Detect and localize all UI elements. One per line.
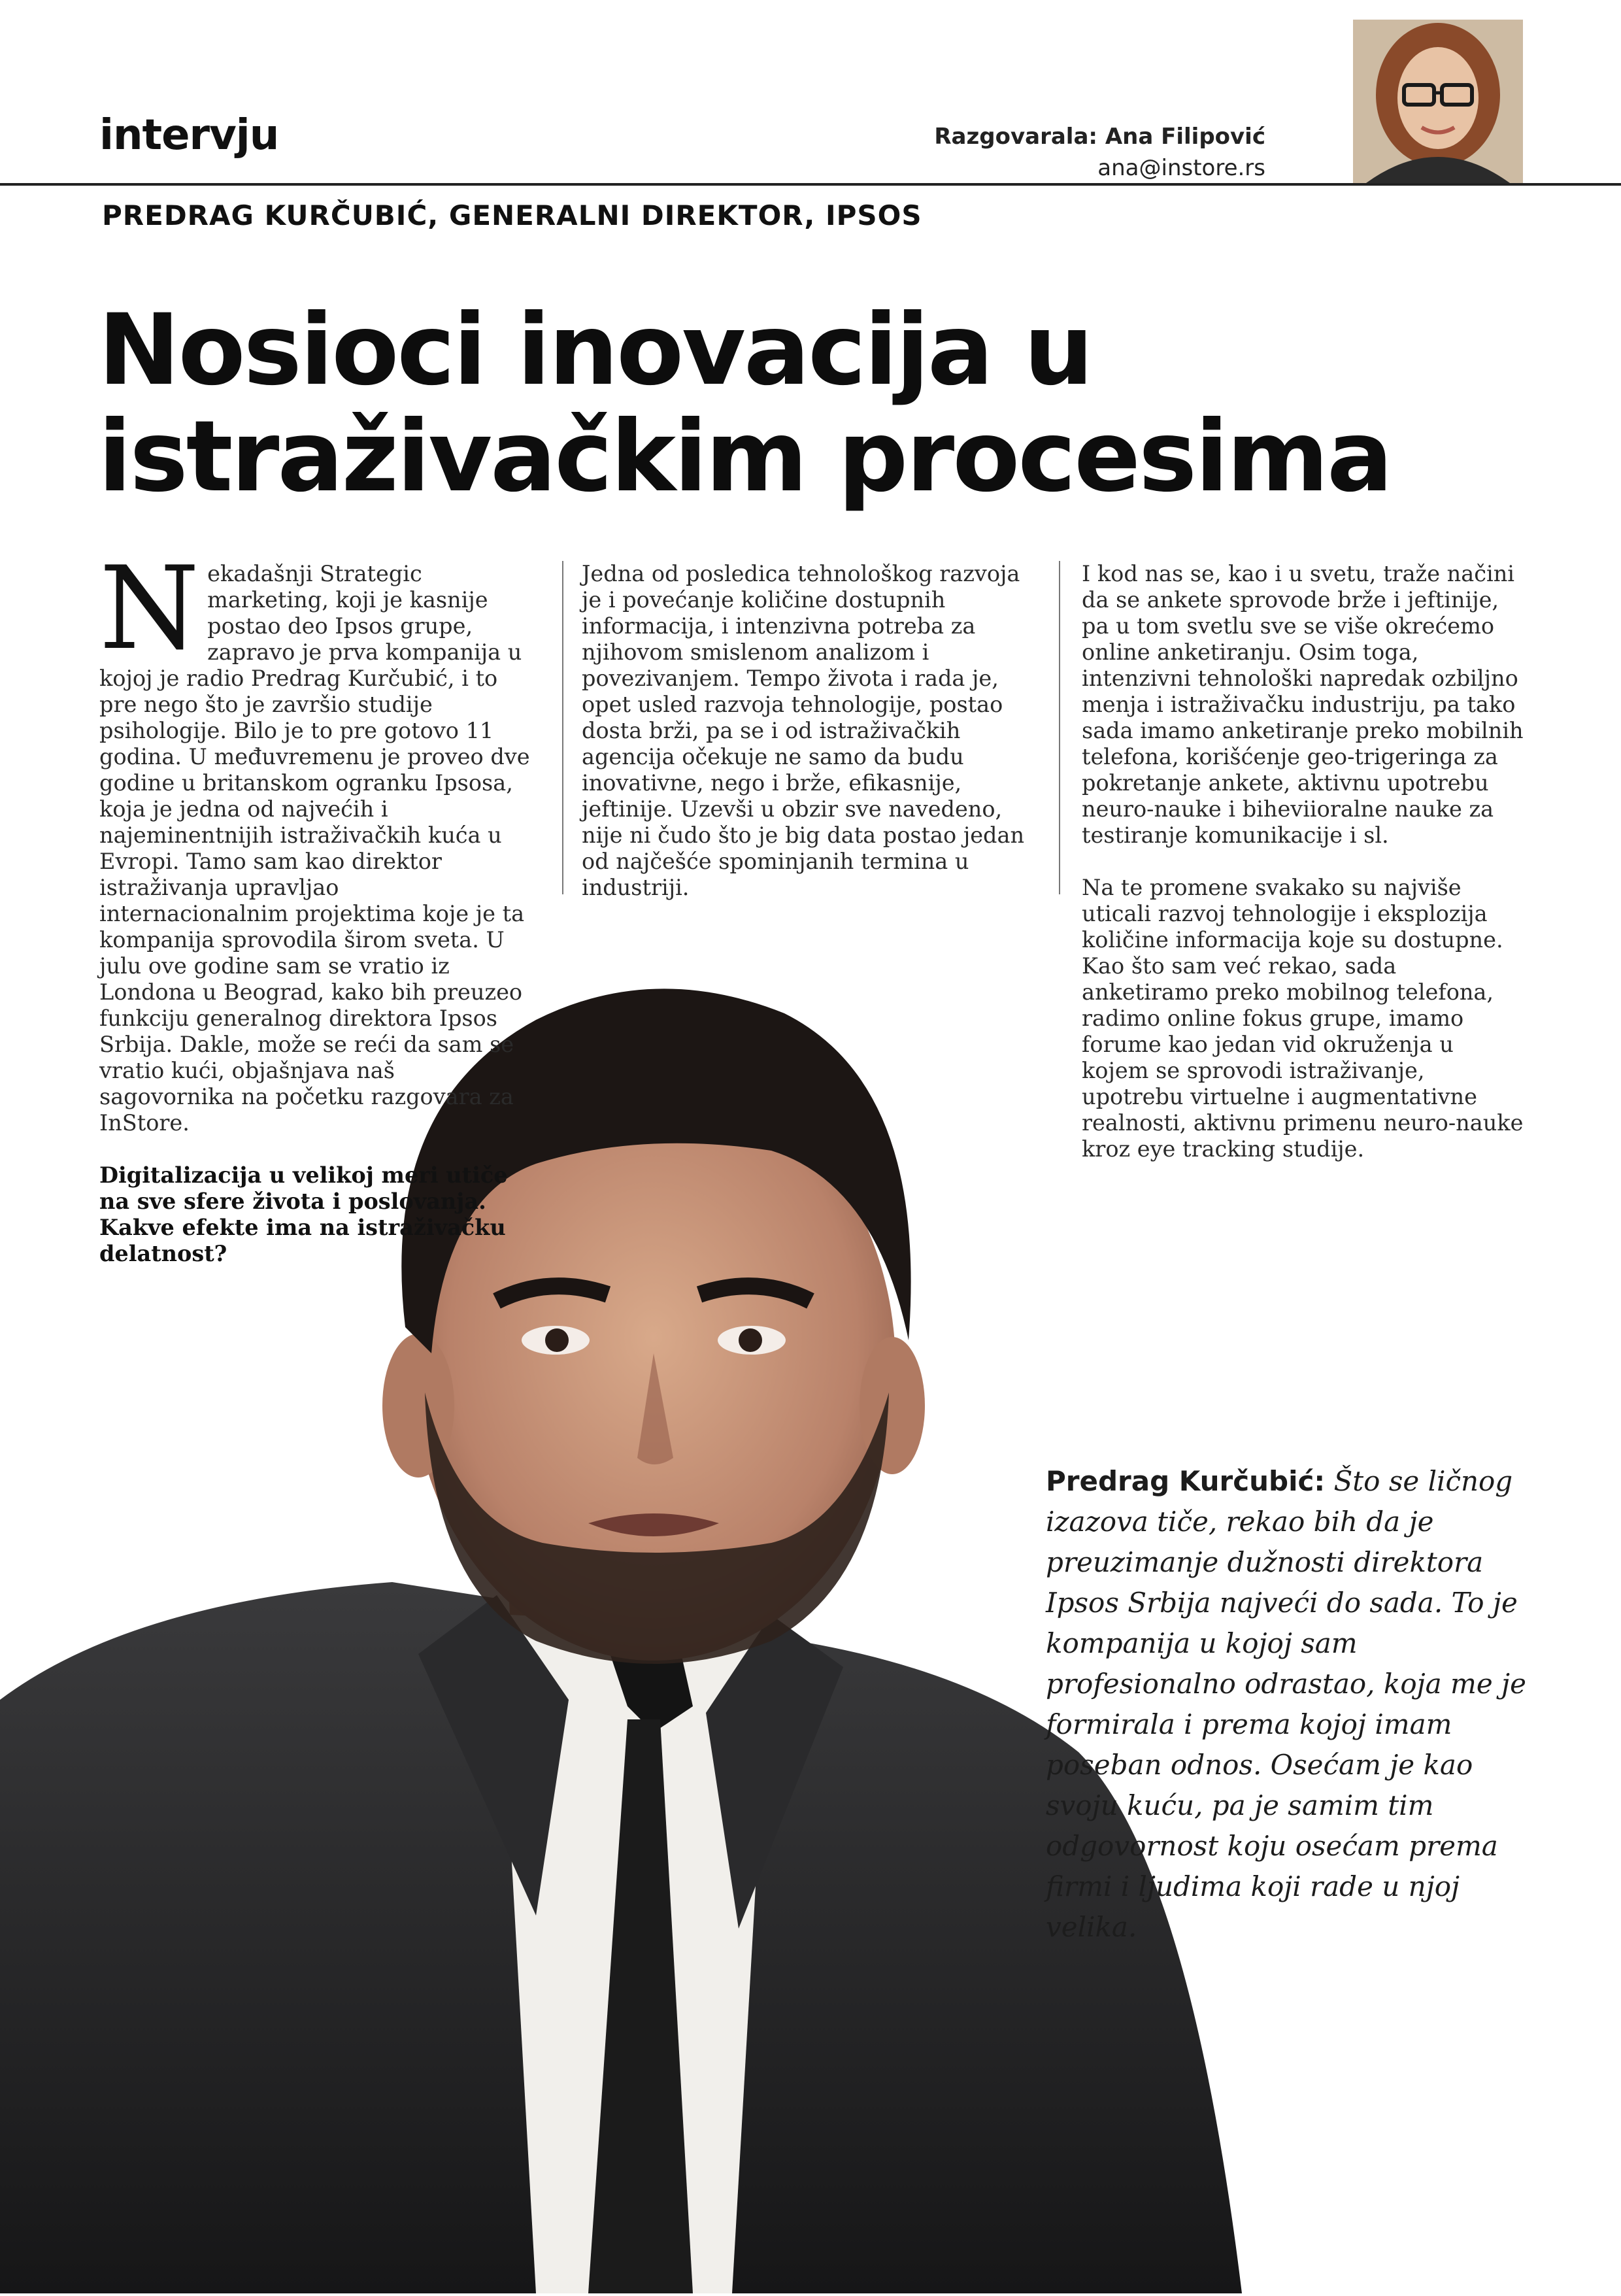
answer-paragraph: I kod nas se, kao i u svetu, traže načini da se ankete sprovode brže i jeftinije, pa u tom svetlu sve se više okrećemo online anketiranju. Osim toga, intenzivni tehnološki napredak ozbiljno menja i istraživačku industriju, pa tako sada imamo anketiranje preko mobilnih telefona, korišćenje geo-trigeringa za pokretanje ankete, aktivnu upotrebu neuro-nauke i biheviioralne nauke za testiranje komunikacije i sl. [1082,561,1524,848]
pull-quote-speaker: Predrag Kurčubić: [1046,1465,1326,1497]
header-rule [0,183,1621,186]
headline-line-2: istraživačkim procesima [98,400,1392,514]
section-label: intervju [99,111,279,160]
column-1 [99,543,534,1267]
pull-quote-text: Što se ličnog izazova tiče, rekao bih da je preuzimanje dužnosti direktora Ipsos Srbija najveći do sada. To je kompanija u kojoj sam profesionalno odrastao, koja me je formirala i prema kojoj imam poseban odnos. Osećam je kao svoju kuću, pa je samim tim odgovornost koju osećam prema firmi i ljudima koji rade u njoj velika. [1046,1465,1526,1943]
pull-quote [1046,1461,1543,1948]
byline-email[interactable]: ana@instore.rs [1097,155,1265,181]
column-3 [1082,561,1526,1162]
column-2 [582,561,1026,901]
column-divider [1059,561,1060,894]
byline-author: Razgovarala: Ana Filipović [934,124,1265,150]
column-divider [562,561,563,894]
answer-paragraph: Jedna od posledica tehnološkog razvoja je i povećanje količine dostupnih informacija, i intenzivna potreba za njihovom smislenom analizom i povezivanjem. Tempo života i rada je, opet usled razvoja tehnologije, postao dosta brži, pa se i od istraživačkih agencija očekuje ne samo da budu inovativne, nego i brže, efikasnije, jeftinije. Uzevši u obzir sve navedeno, nije ni čudo što je big data postao jedan od najčešće spominjanih termina u industriji. [582,561,1025,900]
drop-cap: N [99,543,200,675]
answer-paragraph: Na te promene svakako su najviše uticali razvoj tehnologije i eksplozija količine informacija koje su dostupne. Kao što sam već rekao, sada anketiramo preko mobilnog telefona, radimo online fokus grupe, imamo forume kao jedan vid okruženja u kojem se sprovodi istraživanje, upotrebu virtuelne i augmentativne realnosti, aktivnu primenu neuro-nauke kroz eye tracking studije. [1082,875,1524,1162]
kicker: PREDRAG KURČUBIĆ, GENERALNI DIREKTOR, IPSOS [102,199,922,231]
intro-text: ekadašnji Strategic marketing, koji je kasnije postao deo Ipsos grupe, zapravo je prva kompanija u kojoj je radio Predrag Kurčubić, i to pre nego što je završio studije psihologije. Bilo je to pre gotovo 11 godina. U međuvremenu je proveo dve godine u britanskom ogranku Ipsosa, koja je jedna od najvećih i najeminentnijih istraživačkih kuća u Evropi. Tamo sam kao direktor istraživanja upravljao internacionalnim projektima koje je ta kompanija sprovodila širom sveta. U julu ove godine sam se vratio iz Londona u Beograd, kako bih preuzeo funkciju generalnog direktora Ipsos Srbija. Dakle, može se reći da sam se vratio kući, objašnjava naš sagovornika na početku razgovara za InStore. [99,561,530,1136]
interview-question: Digitalizacija u velikoj meri utiče na sve sfere života i poslovanja. Kakve efekte ima na istraživačku delatnost? [99,1162,508,1266]
byline [934,121,1265,184]
intro-paragraph [99,543,534,1136]
headline-line-1: Nosioci inovacija u [98,294,1092,407]
author-photo [1353,20,1523,183]
headline [98,294,1536,514]
